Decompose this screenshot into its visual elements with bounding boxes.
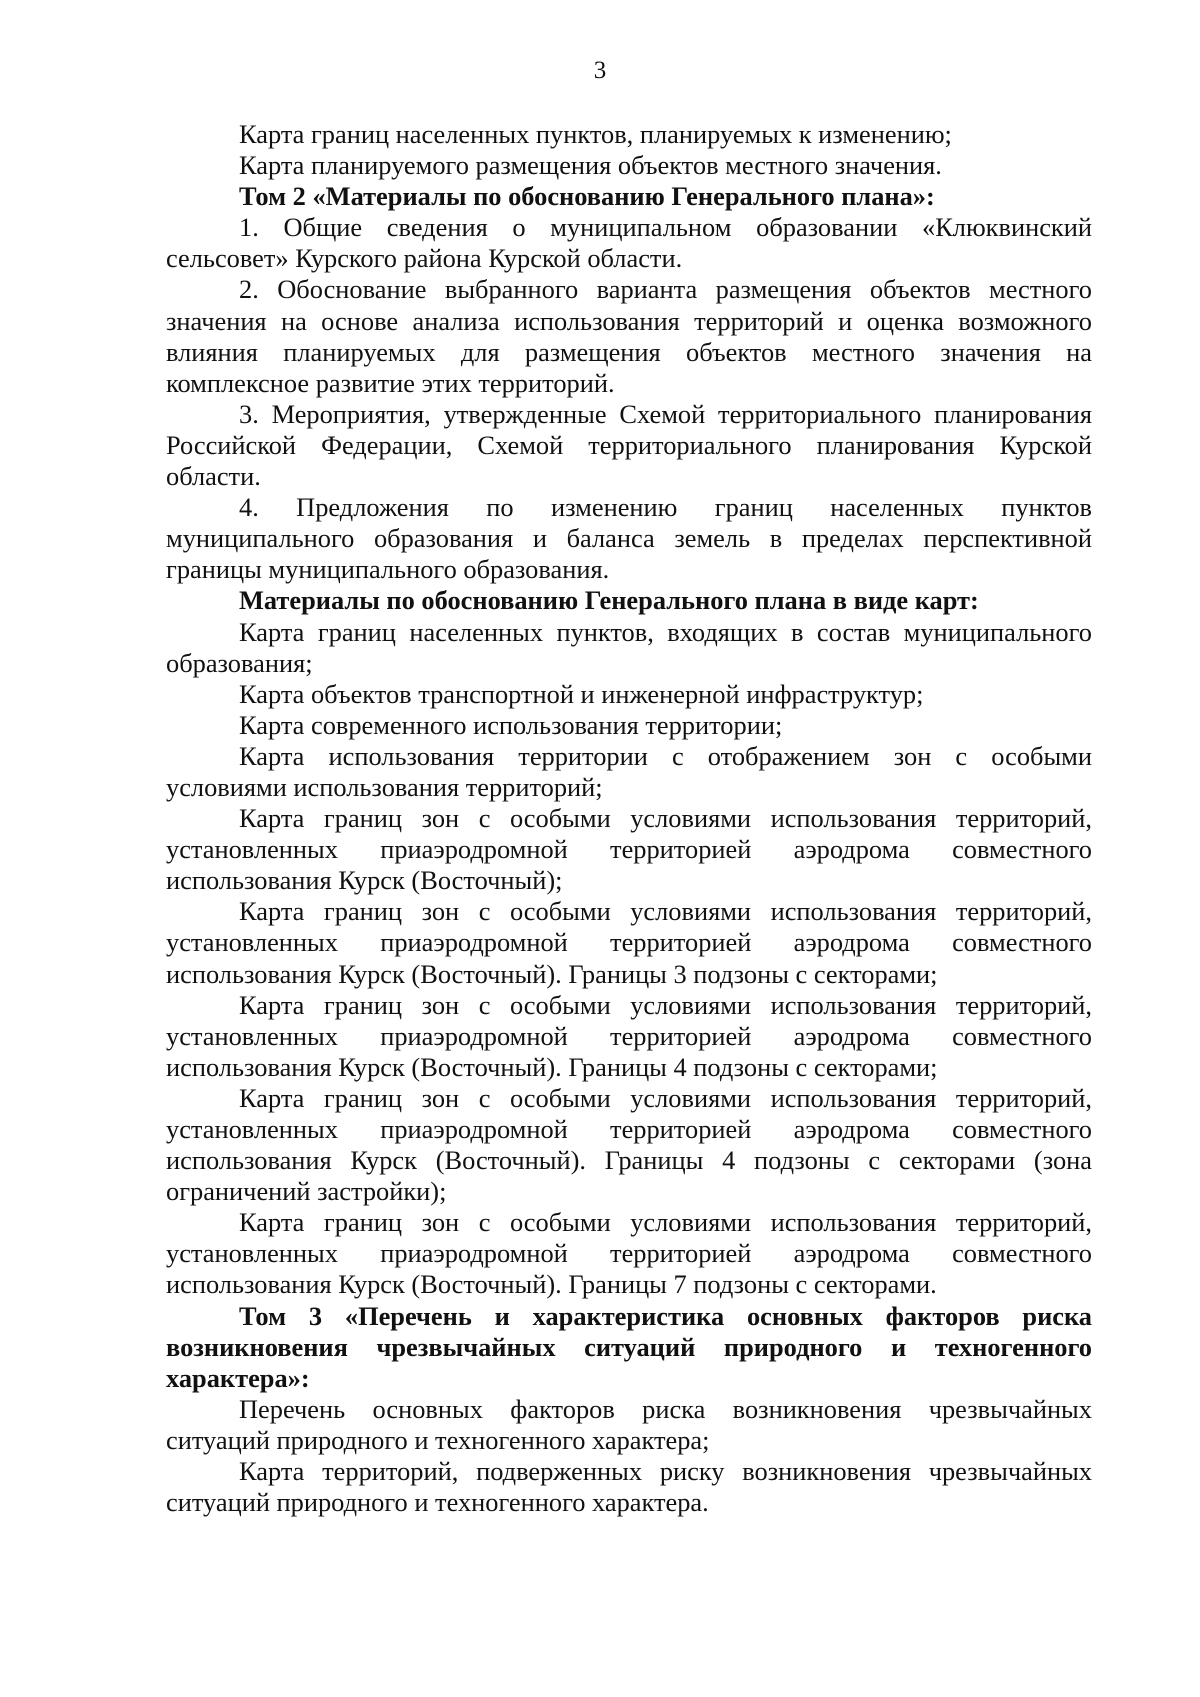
paragraph: Карта территорий, подверженных риску возникновения чрезвычайных ситуаций природного и техногенного характера. xyxy=(166,1456,1092,1518)
paragraph: 1. Общие сведения о муниципальном образовании «Клюквинский сельсовет» Курского района Курской области. xyxy=(166,212,1092,274)
paragraph: Карта границ зон с особыми условиями использования территорий, установленных приаэродромной территорией аэродрома совместного использования Курск (Восточный). Границы 7 подзоны с секторами. xyxy=(166,1207,1092,1300)
paragraph: Карта современного использования территории; xyxy=(239,709,783,740)
paragraph: Карта границ зон с особыми условиями использования территорий, установленных приаэродромной территорией аэродрома совместного использования Курск (Восточный). Границы 3 подзоны с секторами; xyxy=(166,896,1092,989)
paragraph: Карта объектов транспортной и инженерной инфраструктур; xyxy=(239,678,924,709)
paragraph: Карта планируемого размещения объектов местного значения. xyxy=(239,150,942,181)
paragraph: 3. Мероприятия, утвержденные Схемой территориального планирования Российской Федерации, Схемой территориального планирования Курской области. xyxy=(166,398,1092,492)
section-heading: Том 3 «Перечень и характеристика основных факторов риска возникновения чрезвычайных ситуаций природного и техногенного характера»: xyxy=(166,1300,1092,1393)
paragraph: 4. Предложения по изменению границ населенных пунктов муниципального образования и баланса земель в пределах перспективной границы муниципального образования. xyxy=(166,492,1092,585)
paragraph: Карта границ зон с особыми условиями использования территорий, установленных приаэродромной территорией аэродрома совместного использования Курск (Восточный). Границы 4 подзоны с секторами; xyxy=(166,989,1092,1082)
paragraph: Карта границ зон с особыми условиями использования территорий, установленных приаэродромной территорией аэродрома совместного использования Курск (Восточный). Границы 4 подзоны с секторами (зона ограничений застройки); xyxy=(166,1082,1092,1207)
paragraph: Карта границ населенных пунктов, планируемых к изменению; xyxy=(239,119,952,149)
section-heading: Том 2 «Материалы по обоснованию Генерального плана»: xyxy=(239,181,935,212)
paragraph: Карта границ зон с особыми условиями использования территорий, установленных приаэродромной территорией аэродрома совместного использования Курск (Восточный); xyxy=(166,803,1092,896)
paragraph: Перечень основных факторов риска возникновения чрезвычайных ситуаций природного и техногенного характера; xyxy=(166,1393,1092,1455)
document-body xyxy=(166,119,1092,1518)
page-number: 3 xyxy=(593,57,607,84)
paragraph: Карта границ населенных пунктов, входящих в состав муниципального образования; xyxy=(166,616,1092,678)
section-heading: Материалы по обоснованию Генерального плана в виде карт: xyxy=(239,585,979,616)
paragraph: 2. Обоснование выбранного варианта размещения объектов местного значения на основе анализа использования территорий и оценка возможного влияния планируемых для размещения объектов местного значения на комплексное развитие этих территорий. xyxy=(166,274,1092,398)
paragraph: Карта использования территории с отображением зон с особыми условиями использования территорий; xyxy=(166,740,1092,802)
